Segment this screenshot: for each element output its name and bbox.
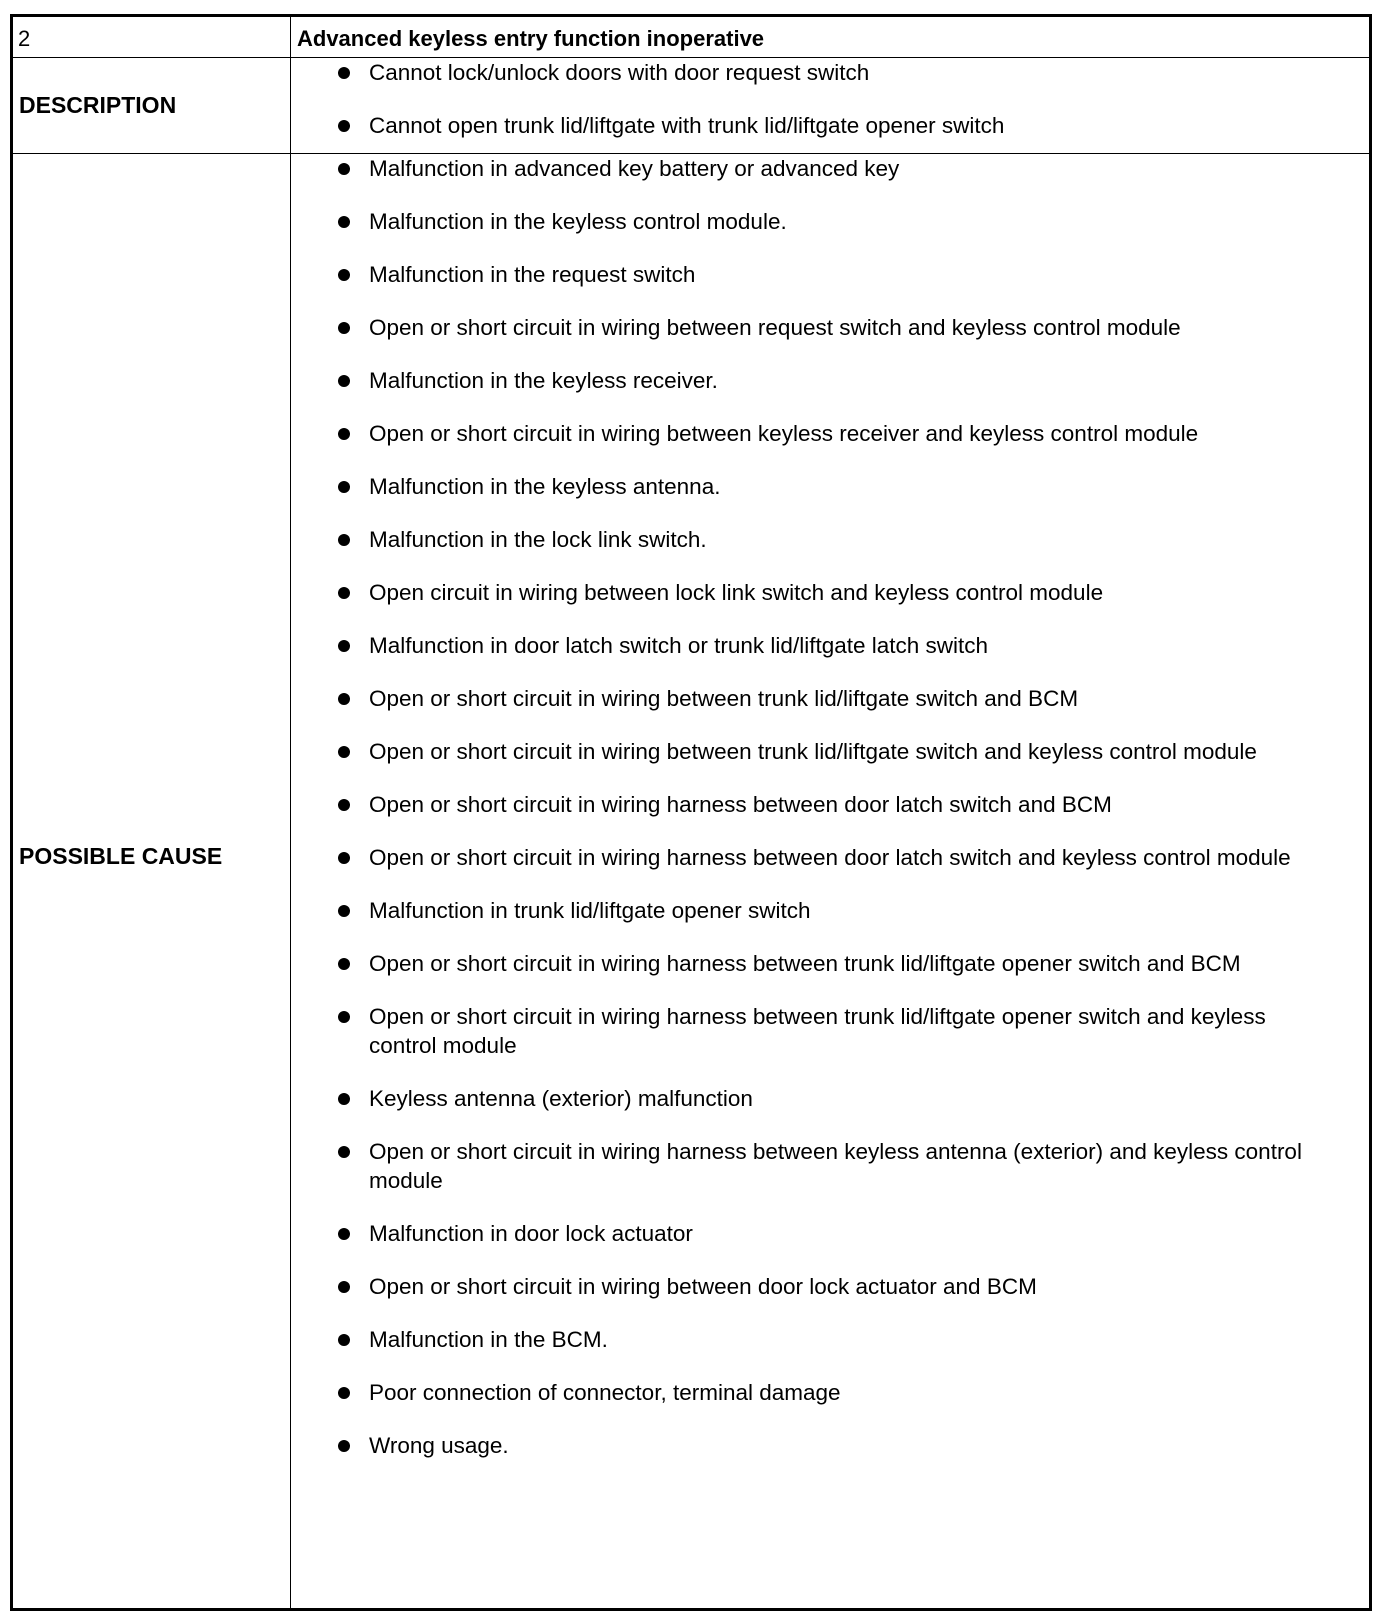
cause-item: [291, 684, 1369, 713]
cause-item-text: Open or short circuit in wiring harness between trunk lid/liftgate opener switch and keyless control module: [369, 1004, 1266, 1058]
cause-item-text: Wrong usage.: [369, 1433, 509, 1458]
cause-item-text: Open or short circuit in wiring harness between door latch switch and keyless control module: [369, 845, 1291, 870]
bullet-icon: [338, 481, 350, 493]
bullet-icon: [338, 1387, 350, 1399]
description-row: [13, 58, 1369, 154]
description-list: [291, 58, 1369, 164]
bullet-icon: [338, 799, 350, 811]
cause-item-text: Open or short circuit in wiring harness between door latch switch and BCM: [369, 792, 1112, 817]
troubleshooting-table: [10, 14, 1372, 1611]
cause-item: [291, 260, 1369, 289]
bullet-icon: [338, 1228, 350, 1240]
bullet-icon: [338, 375, 350, 387]
cause-item: [291, 1378, 1369, 1407]
bullet-icon: [338, 163, 350, 175]
bullet-icon: [338, 67, 350, 79]
cause-item-text: Malfunction in door latch switch or trunk lid/liftgate latch switch: [369, 633, 989, 658]
bullet-icon: [338, 269, 350, 281]
cause-item: [291, 154, 1369, 183]
symptom-number: 2: [18, 26, 31, 51]
description-item-text: Cannot lock/unlock doors with door request switch: [369, 60, 870, 85]
cause-item-text: Open or short circuit in wiring between request switch and keyless control module: [369, 315, 1181, 340]
cause-item-text: Open or short circuit in wiring between keyless receiver and keyless control module: [369, 421, 1199, 446]
cause-item-text: Malfunction in the keyless control module.: [369, 209, 787, 234]
bullet-icon: [338, 852, 350, 864]
header-title-cell: [291, 17, 1369, 57]
bullet-icon: [338, 640, 350, 652]
cause-item: [291, 313, 1369, 342]
bullet-icon: [338, 1281, 350, 1293]
bullet-icon: [338, 534, 350, 546]
cause-item-text: Malfunction in the lock link switch.: [369, 527, 707, 552]
cause-item: [291, 843, 1369, 872]
cause-item-text: Malfunction in the keyless antenna.: [369, 474, 721, 499]
cause-item: [291, 1137, 1369, 1195]
cause-item: [291, 578, 1369, 607]
bullet-icon: [338, 958, 350, 970]
possible-cause-list: [291, 154, 1369, 1484]
bullet-icon: [338, 1146, 350, 1158]
cause-item-text: Open or short circuit in wiring between trunk lid/liftgate switch and BCM: [369, 686, 1079, 711]
possible-cause-label-cell: [13, 154, 291, 1608]
cause-item: [291, 366, 1369, 395]
bullet-icon: [338, 587, 350, 599]
description-item: [291, 58, 1369, 87]
bullet-icon: [338, 120, 350, 132]
cause-item: [291, 631, 1369, 660]
bullet-icon: [338, 216, 350, 228]
cause-item-text: Open or short circuit in wiring harness between trunk lid/liftgate opener switch and BCM: [369, 951, 1241, 976]
cause-item: [291, 737, 1369, 766]
cause-item: [291, 1325, 1369, 1354]
possible-cause-content-cell: [291, 154, 1369, 1608]
bullet-icon: [338, 1440, 350, 1452]
cause-item-text: Open or short circuit in wiring harness between keyless antenna (exterior) and keyless control module: [369, 1139, 1302, 1193]
description-content-cell: [291, 58, 1369, 153]
cause-item: [291, 1002, 1369, 1060]
cause-item-text: Malfunction in advanced key battery or advanced key: [369, 156, 900, 181]
bullet-icon: [338, 746, 350, 758]
possible-cause-row: [13, 154, 1369, 1608]
cause-item-text: Poor connection of connector, terminal damage: [369, 1380, 841, 1405]
cause-item: [291, 525, 1369, 554]
cause-item: [291, 207, 1369, 236]
cause-item: [291, 949, 1369, 978]
cause-item-text: Open or short circuit in wiring between trunk lid/liftgate switch and keyless control module: [369, 739, 1257, 764]
cause-item-text: Open circuit in wiring between lock link switch and keyless control module: [369, 580, 1104, 605]
symptom-title: Advanced keyless entry function inoperative: [297, 26, 765, 51]
bullet-icon: [338, 905, 350, 917]
cause-item: [291, 419, 1369, 448]
cause-item: [291, 790, 1369, 819]
bullet-icon: [338, 1334, 350, 1346]
cause-item-text: Keyless antenna (exterior) malfunction: [369, 1086, 753, 1111]
bullet-icon: [338, 693, 350, 705]
cause-item: [291, 1272, 1369, 1301]
bullet-icon: [338, 1093, 350, 1105]
bullet-icon: [338, 1011, 350, 1023]
possible-cause-label: POSSIBLE CAUSE: [19, 843, 223, 869]
header-number-cell: [13, 17, 291, 57]
cause-item-text: Malfunction in door lock actuator: [369, 1221, 693, 1246]
cause-item-text: Malfunction in the request switch: [369, 262, 696, 287]
cause-item: [291, 896, 1369, 925]
description-item: [291, 111, 1369, 140]
cause-item-text: Open or short circuit in wiring between door lock actuator and BCM: [369, 1274, 1037, 1299]
cause-item-text: Malfunction in the keyless receiver.: [369, 368, 718, 393]
bullet-icon: [338, 322, 350, 334]
cause-item: [291, 1219, 1369, 1248]
description-item-text: Cannot open trunk lid/liftgate with trunk lid/liftgate opener switch: [369, 113, 1005, 138]
header-row: [13, 17, 1369, 58]
cause-item: [291, 472, 1369, 501]
bullet-icon: [338, 428, 350, 440]
cause-item-text: Malfunction in trunk lid/liftgate opener switch: [369, 898, 811, 923]
cause-item: [291, 1084, 1369, 1113]
description-label: DESCRIPTION: [19, 92, 177, 118]
cause-item: [291, 1431, 1369, 1460]
description-label-cell: [13, 58, 291, 153]
cause-item-text: Malfunction in the BCM.: [369, 1327, 608, 1352]
